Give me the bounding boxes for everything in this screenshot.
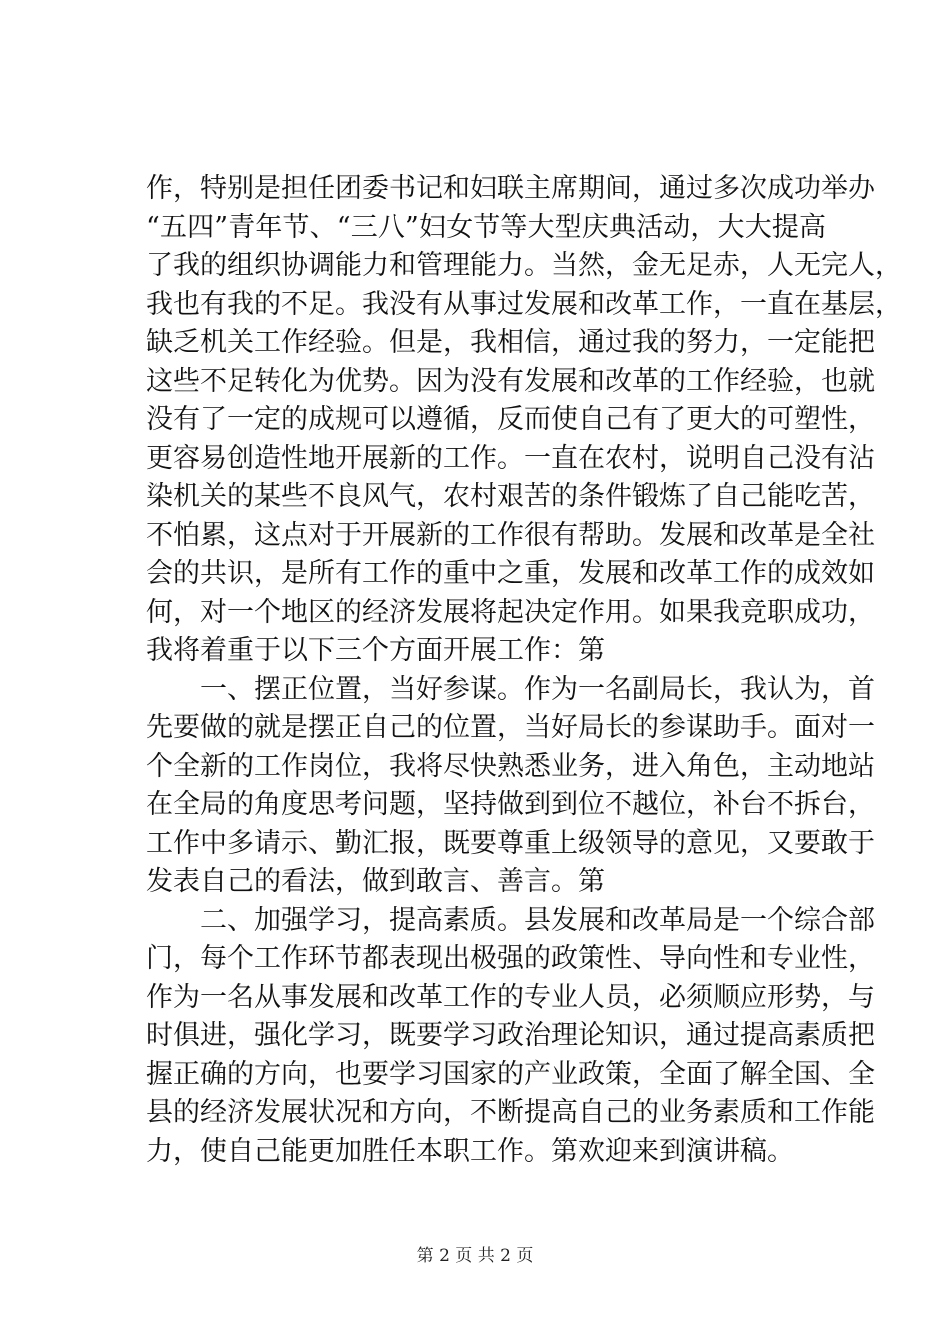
text-line: 我也有我的不足。我没有从事过发展和改革工作，一直在基层，	[146, 288, 902, 320]
text-line: 缺乏机关工作经验。但是，我相信，通过我的努力，一定能把	[146, 327, 875, 358]
text-line: 染机关的某些不良风气，农村艰苦的条件锻炼了自己能吃苦，	[146, 481, 875, 512]
text-line: 这些不足转化为优势。因为没有发展和改革的工作经验，也就	[146, 365, 875, 397]
text-line: 了我的组织协调能力和管理能力。当然，金无足赤，人无完人，	[146, 250, 902, 281]
text-line: 会的共识，是所有工作的重中之重，发展和改革工作的成效如	[146, 558, 875, 589]
text-line: 个全新的工作岗位，我将尽快熟悉业务，进入角色，主动地站	[146, 750, 875, 782]
text-line: 不怕累，这点对于开展新的工作很有帮助。发展和改革是全社	[146, 519, 875, 551]
text-line: “五四”青年节、“三八”妇女节等大型庆典活动，大大提高	[146, 211, 826, 243]
text-line: 先要做的就是摆正自己的位置，当好局长的参谋助手。面对一	[146, 712, 875, 743]
text-line: 门，每个工作环节都表现出极强的政策性、导向性和专业性，	[146, 943, 875, 974]
text-line: 更容易创造性地开展新的工作。一直在农村，说明自己没有沾	[146, 442, 875, 474]
text-line: 没有了一定的成规可以遵循，反而使自己有了更大的可塑性，	[146, 404, 875, 435]
page-footer: 第 2 页 共 2 页	[416, 1246, 534, 1266]
text-line: 握正确的方向，也要学习国家的产业政策，全面了解全国、全	[146, 1058, 875, 1090]
text-line: 二、加强学习，提高素质。县发展和改革局是一个综合部	[146, 904, 875, 936]
text-line: 县的经济发展状况和方向，不断提高自己的业务素质和工作能	[146, 1097, 875, 1128]
document-body	[146, 170, 902, 1171]
text-line: 何，对一个地区的经济发展将起决定作用。如果我竞职成功，	[146, 596, 875, 628]
text-line: 工作中多请示、勤汇报，既要尊重上级领导的意见，又要敢于	[146, 827, 875, 859]
text-line: 发表自己的看法，做到敢言、善言。第	[146, 866, 605, 897]
text-line: 作，特别是担任团委书记和妇联主席期间，通过多次成功举办	[146, 173, 875, 204]
text-line: 时俱进，强化学习，既要学习政治理论知识，通过提高素质把	[146, 1020, 875, 1051]
text-line: 一、摆正位置，当好参谋。作为一名副局长，我认为，首	[146, 673, 875, 705]
text-line: 我将着重于以下三个方面开展工作：第	[146, 635, 605, 666]
text-line: 力，使自己能更加胜任本职工作。第欢迎来到演讲稿。	[146, 1135, 794, 1167]
text-line: 作为一名从事发展和改革工作的专业人员，必须顺应形势，与	[146, 981, 875, 1013]
text-line: 在全局的角度思考问题，坚持做到到位不越位，补台不拆台，	[146, 789, 875, 820]
